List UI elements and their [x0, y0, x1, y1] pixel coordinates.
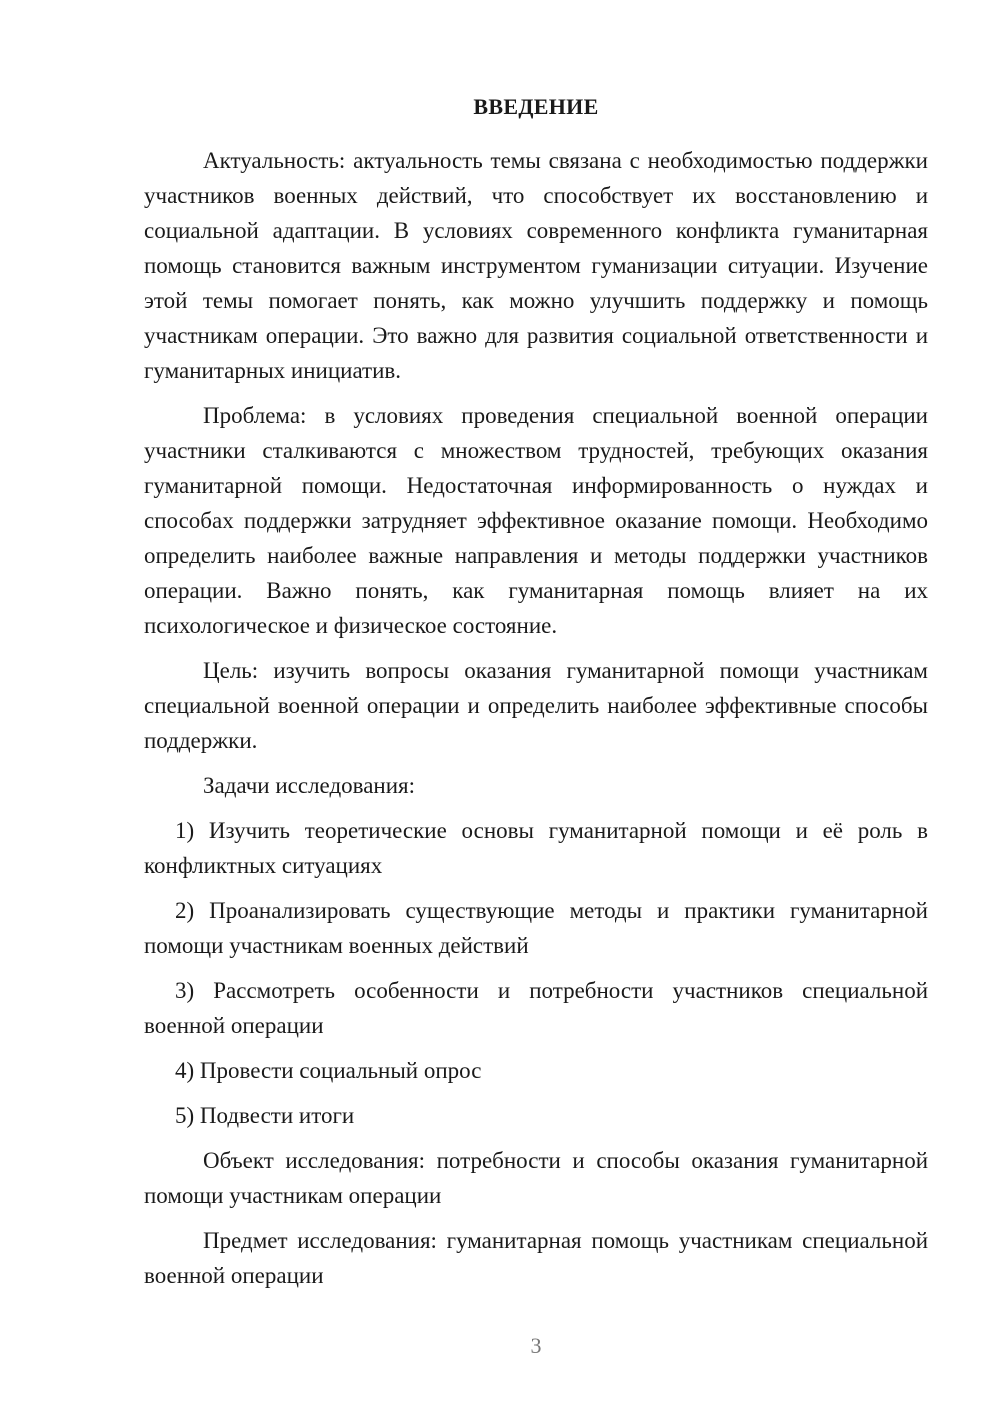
task-item-5: 5) Подвести итоги: [175, 1103, 355, 1128]
goal-paragraph: Цель: изучить вопросы оказания гуманитарной помощи участникам специальной военной операции и определить наиболее эффективные способы поддержки.: [144, 658, 928, 753]
section-heading: ВВЕДЕНИЕ: [473, 94, 599, 119]
page-number: 3: [530, 1333, 542, 1358]
task-item-1: 1) Изучить теоретические основы гуманитарной помощи и её роль в конфликтных ситуациях: [144, 818, 928, 878]
subject-paragraph: Предмет исследования: гуманитарная помощь участникам специальной военной операции: [144, 1228, 928, 1288]
object-paragraph: Объект исследования: потребности и способы оказания гуманитарной помощи участникам операции: [144, 1148, 928, 1208]
task-item-2: 2) Проанализировать существующие методы и практики гуманитарной помощи участникам военных действий: [144, 898, 928, 958]
tasks-intro: Задачи исследования:: [203, 773, 416, 798]
document-body: [144, 143, 928, 1303]
task-item-4: 4) Провести социальный опрос: [175, 1058, 482, 1083]
tasks-list: [144, 813, 928, 1133]
relevance-paragraph: Актуальность: актуальность темы связана с необходимостью поддержки участников военных действий, что способствует их восстановлению и социальной адаптации. В условиях современного конфликта гуманитарная помощь становится важным инструментом гуманизации ситуации. Изучение этой темы помогает понять, как можно улучшить поддержку и помощь участникам операции. Это важно для развития социальной ответственности и гуманитарных инициатив.: [144, 148, 928, 383]
task-item-3: 3) Рассмотреть особенности и потребности участников специальной военной операции: [144, 978, 928, 1038]
problem-paragraph: Проблема: в условиях проведения специальной военной операции участники сталкиваются с множеством трудностей, требующих оказания гуманитарной помощи. Недостаточная информированность о нуждах и способах поддержки затрудняет эффективное оказание помощи. Необходимо определить наиболее важные направления и методы поддержки участников операции. Важно понять, как гуманитарная помощь влияет на их психологическое и физическое состояние.: [144, 403, 928, 638]
